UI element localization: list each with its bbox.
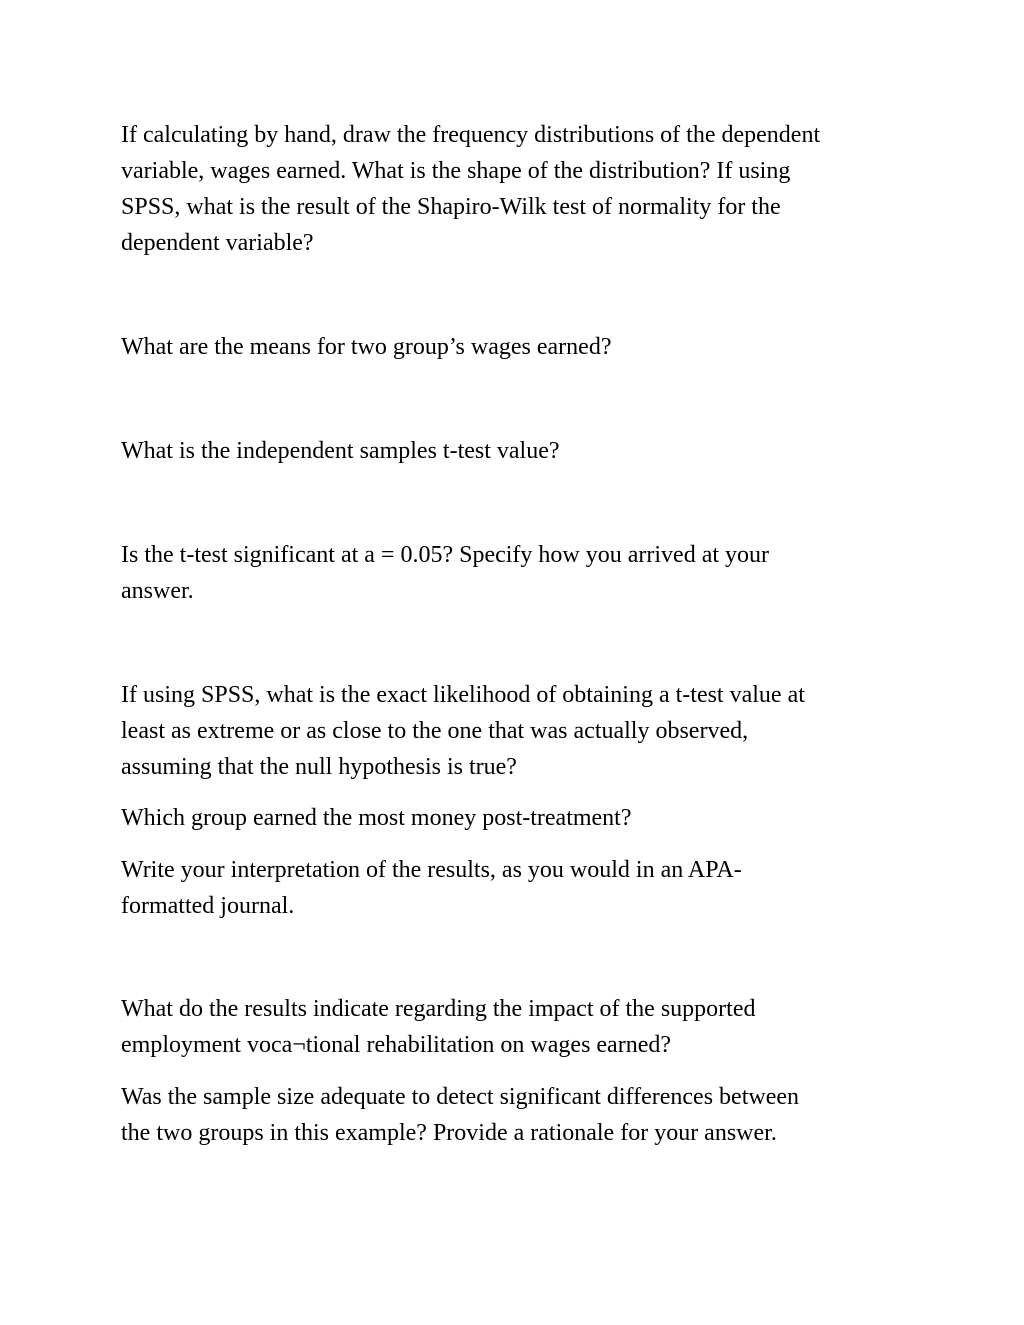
text-line: the two groups in this example? Provide a rationale for your answer. [121, 1120, 777, 1146]
question-t-test-value [121, 433, 911, 469]
text-line: variable, wages earned. What is the shape of the distribution? If using [121, 158, 791, 184]
question-frequency-distribution [121, 117, 911, 261]
text-line: least as extreme or as close to the one that was actually observed, [121, 718, 749, 744]
question-sample-size [121, 1079, 911, 1151]
text-line: dependent variable? [121, 230, 314, 256]
text-line: If using SPSS, what is the exact likelihood of obtaining a t-test value at [121, 682, 805, 708]
question-exact-likelihood [121, 677, 911, 785]
text-line: What is the independent samples t-test value? [121, 438, 560, 464]
question-apa-interpretation [121, 852, 911, 924]
text-line: Was the sample size adequate to detect significant differences between [121, 1084, 799, 1110]
text-line: What do the results indicate regarding the impact of the supported [121, 996, 756, 1022]
question-t-test-significance [121, 537, 911, 609]
text-line: SPSS, what is the result of the Shapiro-Wilk test of normality for the [121, 194, 781, 220]
text-line: assuming that the null hypothesis is true? [121, 754, 517, 780]
text-line: employment voca¬tional rehabilitation on wages earned? [121, 1032, 672, 1058]
text-line: Which group earned the most money post-treatment? [121, 805, 632, 831]
question-highest-earning-group [121, 800, 911, 836]
text-line: Write your interpretation of the results, as you would in an APA- [121, 857, 742, 883]
text-line: answer. [121, 578, 194, 604]
text-line: If calculating by hand, draw the frequency distributions of the dependent [121, 122, 821, 148]
text-line: formatted journal. [121, 893, 295, 919]
question-impact-of-rehabilitation [121, 991, 911, 1063]
text-line: What are the means for two group’s wages earned? [121, 334, 612, 360]
text-line: Is the t-test significant at a = 0.05? Specify how you arrived at your [121, 542, 770, 568]
question-group-means [121, 329, 911, 365]
